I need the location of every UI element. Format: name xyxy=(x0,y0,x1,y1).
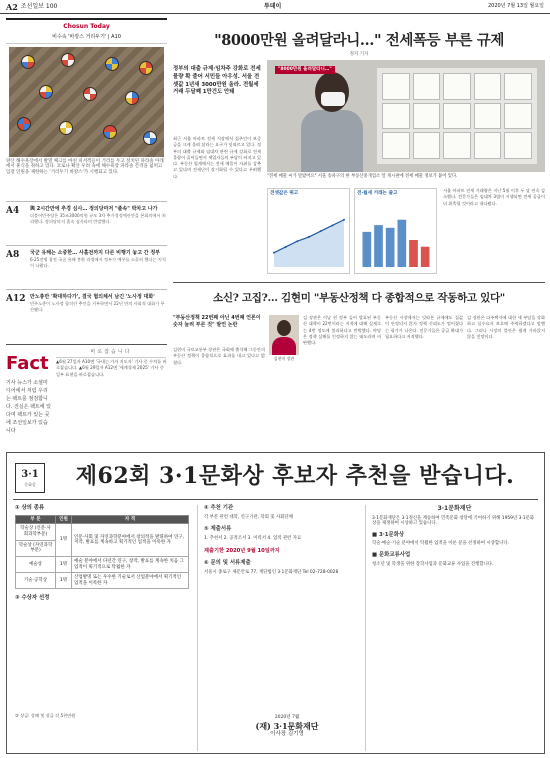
parasol-icon xyxy=(21,55,35,69)
real-estate-photo xyxy=(267,60,545,172)
charts-area xyxy=(267,188,437,274)
cell-desc: 산업발명 또는 우수한 기술로서 산업분야에서 획기적인 업적을 이룩한 자 xyxy=(72,573,189,589)
brief-title: 만노총만 '확대하다가', 결국 협의체서 남긴 '노사정 대화' xyxy=(30,293,155,300)
bar xyxy=(374,225,383,267)
cell-count: 1명 xyxy=(56,556,72,572)
divider xyxy=(13,499,538,500)
photo-caption: 양산 해수욕장에서 발열 체크를 마친 피서객들이 거리를 두고 설치된 파라솔 아래에서 휴식을 취하고 있다. 코로나 확산 우려 속에 해수욕장 파라솔 간격을 넓히고 입장 인원을 제한하는 '거리두기 바캉스'가 시행되고 있다. xyxy=(6,158,164,175)
brief-page: A4 xyxy=(6,205,20,216)
sign-date: 2020년 7월 xyxy=(274,715,300,720)
data-point xyxy=(343,219,345,221)
today-subtitle: 비수속 '바캉스 거리두기' | A10 xyxy=(6,34,167,44)
second-body-3: 부동산 시장에서는 잇따른 규제에도 집값이 안정되지 않자 정책 신뢰도가 떨어졌다는 평가가 나온다. 전문가들은 공급 확대가 필요하다고 지적했다. xyxy=(385,315,463,339)
second-body-2: 김 장관은 이날 현 정부 들어 발표된 부동산 대책이 22번이라는 지적에 대해 실제로는 4번 정도에 불과하다고 반박했다. 야당은 정책 실패를 인정하지 않는 태도라며 비판했다. xyxy=(303,315,381,346)
bar xyxy=(409,240,418,267)
main-headline[interactable]: "8000만원 올려달라니…" 전세폭등 부른 규제 xyxy=(214,32,504,49)
beach-photo xyxy=(9,47,164,157)
award-advertisement xyxy=(6,452,545,754)
foundation-name: 3·1문화재단 xyxy=(437,505,472,512)
parasol-icon xyxy=(59,121,73,135)
second-body-4: 김 장관은 다주택자에 대한 세 부담을 강화하고 실수요자 보호에 주력하겠다고 말했다. 그러나 시장의 불안은 쉽게 가라앉지 않을 전망이다. xyxy=(467,315,545,339)
ad-title: 제62회 3·1문화상 후보자 추천을 받습니다. xyxy=(75,463,515,489)
cell-category: 학술상 (인문·사회과학부문) xyxy=(16,524,56,540)
brief-title: 與 2시간만에 추경 심사… 정의당마저 "졸속" 박차고 나가 xyxy=(30,205,158,212)
line-chart xyxy=(270,211,348,271)
paper-name: 조선일보 100 xyxy=(20,2,58,10)
main-byline: 정지 기자 xyxy=(349,52,369,58)
page-number: A2 xyxy=(6,1,18,12)
data-point xyxy=(273,252,275,254)
table-row xyxy=(16,556,189,572)
line-area xyxy=(274,220,344,267)
brief-item[interactable] xyxy=(6,201,167,245)
brief-page: A12 xyxy=(6,293,26,304)
cell-desc: 예술 분야에서 다년간 연구, 창작, 발표를 계속한 치음 그 업적이 획기적으로 탁월한 자 xyxy=(72,556,189,572)
data-point xyxy=(308,236,310,238)
cell-category: 기술·공학상 xyxy=(16,573,56,589)
brief-title: 국군 유해는 소중한… 사흘전까지 다른 비행기 놓고 간 정부 xyxy=(30,249,161,256)
prize-note: ③ 상금: 상패 및 상금 각 5천만원 xyxy=(15,713,76,718)
chart-title: 전셋값은 뛰고 xyxy=(270,191,299,196)
info-text: 3·1문화재단은 3·1정신을 계승하여 민족문화 창달에 기여하기 위해 1959년 3·1문화상을 제정하여 시상하고 있습니다. xyxy=(372,515,535,526)
info-text: 학술·예술·기술 분야에서 탁월한 업적을 이룬 분을 선정하여 시상합니다. xyxy=(372,541,509,547)
section-heading: ■ 3·1문화상 xyxy=(372,531,405,538)
main-article xyxy=(173,18,545,276)
data-point xyxy=(296,240,298,242)
parasol-icon xyxy=(143,131,157,145)
header-left xyxy=(6,2,57,12)
cell-count: 1명 xyxy=(56,524,72,557)
second-headline[interactable]: 소신? 고집?… 김현미 "부동산정책 다 종합적으로 작동하고 있다" xyxy=(213,292,505,304)
chart-rent-price xyxy=(267,188,350,274)
section-heading: ■ 문화교류사업 xyxy=(372,551,411,558)
signature-block xyxy=(237,715,337,738)
fact-tag: 바로잡습니다 xyxy=(56,349,166,358)
chart-transactions xyxy=(354,188,437,274)
brief-item[interactable] xyxy=(6,289,167,333)
info-text: 각 부문 관련 대학, 연구기관, 학회 및 사회단체 xyxy=(204,514,293,520)
parasol-icon xyxy=(105,57,119,71)
data-point xyxy=(320,230,322,232)
second-body: 김현미 국토교통부 장관은 국회에 출석해 그동안의 부동산 정책이 종합적으로 효과를 내고 있다고 밝혔다. xyxy=(173,347,265,365)
today-title: Chosun Today xyxy=(6,18,167,31)
parasol-icon xyxy=(61,53,75,67)
parasol-icon xyxy=(83,87,97,101)
minister-portrait xyxy=(269,315,299,355)
bar-chart xyxy=(357,211,435,271)
listing-board xyxy=(377,68,537,164)
second-lead: "부동산정책 22번째 아닌 4번째 언론이 숫자 늘려 부른 것" 발언 논란 xyxy=(173,315,261,328)
deadline: 제출기한 2020년 9월 10일까지 xyxy=(204,547,280,554)
main-body: 최근 서울 아파트 전세 시장에서 집주인이 보증금을 크게 올려 달라는 요구가 잇따르고 있다. 정부의 대출 규제와 임대차 관련 규제 강화로 전세 물량이 줄어들면서 세입자들의 부담이 커지고 있다. 부동산 업계에서는 전세 매물이 자취를 감추고 있다며 전세난이 장기화될 수 있다고 우려했다. xyxy=(173,136,261,179)
issue-date: 2020년 7월 13일 월요일 xyxy=(487,3,544,10)
person-figure xyxy=(297,72,367,172)
foundation-info xyxy=(365,505,537,751)
table-row xyxy=(16,573,189,589)
section-heading: ⑥ 문의 및 서류제출 xyxy=(204,560,251,566)
fact-logo: Fact xyxy=(6,353,49,374)
parasol-icon xyxy=(125,91,139,105)
brief-text: 민주노총이 노사정 합의안 추인을 거부하면서 22년 만의 사회적 대화가 무산됐다. xyxy=(30,301,165,313)
chart-title: 전·월세 거래는 줄고 xyxy=(357,191,398,196)
info-text: 1. 추천서 2. 공적조서 3. 이력서 4. 업적 관련 자료 xyxy=(204,536,302,541)
section-heading: ① 상의 종류 xyxy=(15,505,45,511)
cell-count: 1명 xyxy=(56,573,72,589)
info-text: 서울시 종로구 새문안로 77, 재단법인 3·1문화재단 Tel 02-728-0028 xyxy=(204,569,339,575)
section-heading: ② 수상자 선정 xyxy=(15,595,50,602)
table-header: 자 격 xyxy=(72,515,189,524)
data-point xyxy=(331,224,333,226)
award-logo xyxy=(15,463,45,493)
category-table xyxy=(15,515,189,590)
main-lead: 정부의 대출 규제·임차주 강화로 전세물량 확 줄어 서민들 아우성. 서울 전셋값 1년새 3000만원 올라. 전월세 거래 두달째 1만건도 안돼 xyxy=(173,66,261,96)
main-body-2: 서울 아파트 전세 거래량은 지난 5월 이후 두 달 연속 감소했다. 전문가들은 임대차 3법이 시행되면 전세 공급이 더 위축될 것이라고 내다봤다. xyxy=(443,188,545,206)
fact-box xyxy=(6,344,167,446)
logo-number: 3·1 xyxy=(21,469,39,481)
sign-org: (재) 3·1문화재단 xyxy=(255,720,319,731)
parasol-icon xyxy=(39,85,53,99)
brief-page: A8 xyxy=(6,249,20,260)
photo-tag: "8000만원 올려달라니…" xyxy=(275,66,335,74)
fact-intro: 기사 뉴스가 소셜미디어에서 처럼 우리는 팩트를 점검합니다. 진실은 팩트에 있다며 팩트가 있는 곳에 조선일보가 있습니다 xyxy=(6,380,51,434)
brief-text: 6·25전쟁 참전 국군 유해 봉환 과정에서 정부가 예우를 소홀히 했다는 지적이 나왔다. xyxy=(30,257,166,269)
table-header: 인원 xyxy=(56,515,72,524)
bar xyxy=(398,220,407,267)
page-header xyxy=(0,0,550,14)
section-heading: ④ 추천 기관 xyxy=(204,505,234,511)
table-row xyxy=(16,524,189,540)
cell-category: 예술상 xyxy=(16,556,56,572)
parasol-icon xyxy=(139,61,153,75)
portrait-caption: 김현미 장관 xyxy=(273,356,295,361)
table-header: 부 문 xyxy=(16,515,56,524)
fact-body: ▲6월 27일자 A10면 '국내는 가자 지도자' 기사 중 수치를 바로잡습니다. ▲6월 29일자 A12면 '세계경제 2025' 기사 중 일부 표현을 바로잡습니다. xyxy=(56,359,167,377)
cell-category: 학술상 (자연과학부문) xyxy=(16,540,56,556)
cell-desc: 인문·사회 및 자연과학분야에서 창의적을 발휘하여 연구, 저작, 발표를 계속하고 획기적인 업적을 이룩한 자 xyxy=(72,524,189,557)
second-article xyxy=(173,282,545,446)
bar xyxy=(421,247,430,267)
section-heading: ⑤ 제출서류 xyxy=(204,526,232,533)
bar xyxy=(386,228,395,267)
data-point xyxy=(285,246,287,248)
section-name: 투데이 xyxy=(263,2,282,10)
brief-item[interactable] xyxy=(6,245,167,289)
sign-person: 이사장 김기영 xyxy=(270,730,304,737)
logo-text: 문화상 xyxy=(24,481,36,487)
parasol-icon xyxy=(103,125,117,139)
brief-text: 더불어민주당은 35조3000억원 규모 3차 추가경정예산안을 본회의에서 처리했다. 정의당마저 졸속 심사라며 반발했다. xyxy=(30,213,166,225)
parasol-icon xyxy=(17,117,31,131)
info-text: 청소년 및 학생을 위한 장학사업과 문화교류 사업을 진행합니다. xyxy=(372,561,494,567)
bar xyxy=(363,232,372,267)
main-photo-caption: "전세 매물 씨가 말랐어요" 서울 송파구의 한 부동산중개업소 앞 게시판에 전세 매물 정보가 붙어 있다. xyxy=(267,174,458,179)
